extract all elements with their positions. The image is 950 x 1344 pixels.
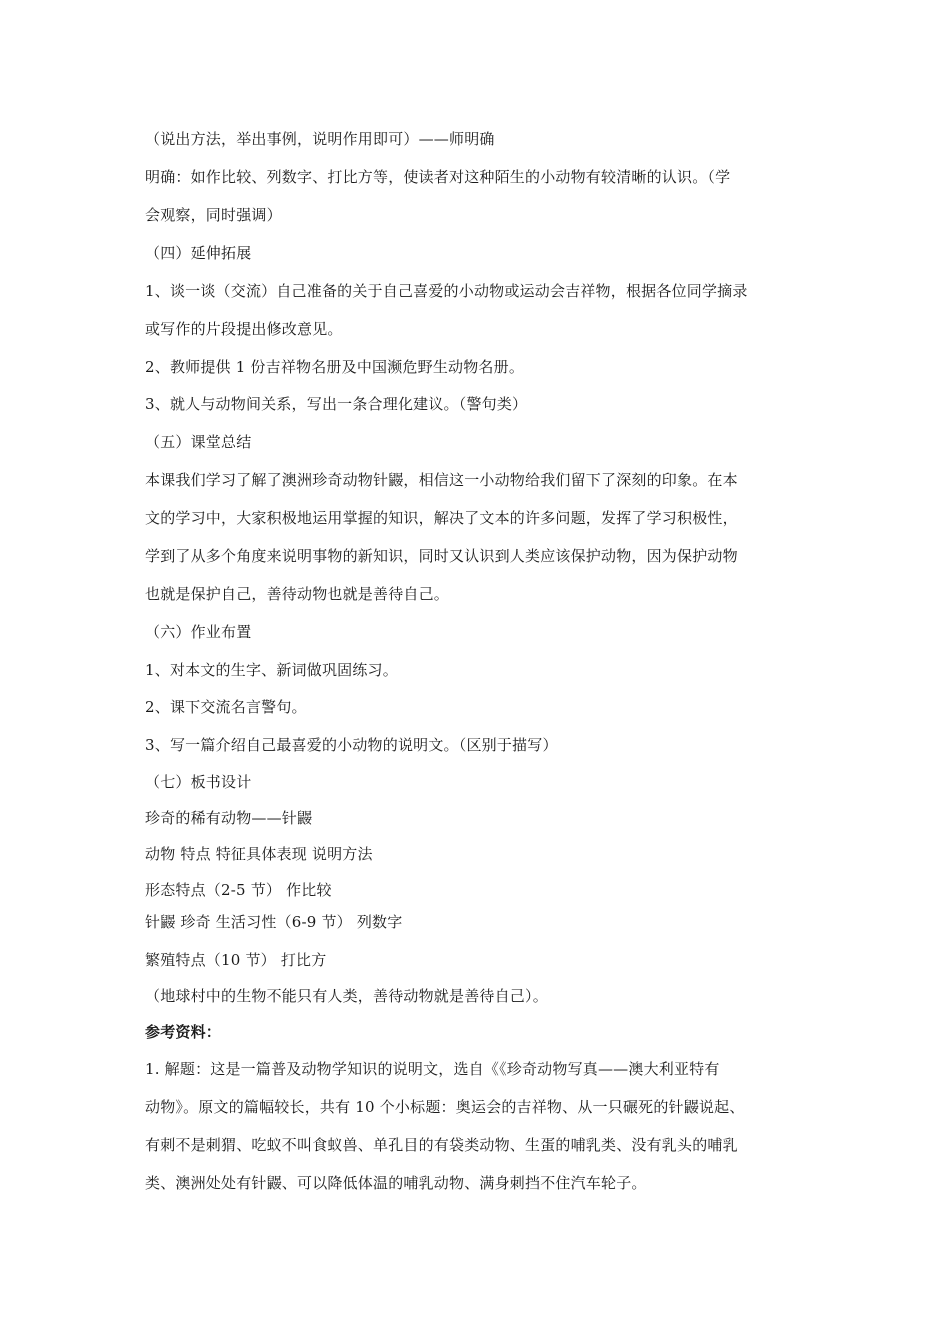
text-line: 明确：如作比较、列数字、打比方等，使读者对这种陌生的小动物有较清晰的认识。（学 [145,168,731,186]
references-heading: 参考资料： [145,1023,222,1041]
text-line: （说出方法，举出事例，说明作用即可）——师明确 [145,130,495,148]
text-line: 本课我们学习了解了澳洲珍奇动物针鼹，相信这一小动物给我们留下了深刻的印象。在本 [145,471,738,489]
text-line: 1、对本文的生字、新词做巩固练习。 [145,661,398,679]
text-line: 1、谈一谈（交流）自己准备的关于自己喜爱的小动物或运动会吉祥物，根据各位同学摘录 [145,282,748,300]
section-heading: （六）作业布置 [145,623,252,641]
text-line: 3、就人与动物间关系，写出一条合理化建议。（警句类） [145,395,528,413]
text-line: 2、教师提供 1 份吉祥物名册及中国濒危野生动物名册。 [145,358,525,376]
text-line: 学到了从多个角度来说明事物的新知识，同时又认识到人类应该保护动物，因为保护动物 [145,547,738,565]
board-line: 针鼹 珍奇 生活习性（6-9 节） 列数字 [145,913,403,931]
text-line: 会观察，同时强调） [145,206,282,224]
section-heading: （七）板书设计 [145,773,252,791]
board-line: 动物 特点 特征具体表现 说明方法 [145,845,373,863]
text-line: 或写作的片段提出修改意见。 [145,320,343,338]
section-heading: （五）课堂总结 [145,433,252,451]
board-line: 形态特点（2-5 节） 作比较 [145,881,332,899]
text-line: 动物》。原文的篇幅较长，共有 10 个小标题：奥运会的吉祥物、从一只碾死的针鼹说起、 [145,1098,745,1116]
text-line: 3、写一篇介绍自己最喜爱的小动物的说明文。（区别于描写） [145,736,558,754]
text-line: 文的学习中，大家积极地运用掌握的知识，解决了文本的许多问题，发挥了学习积极性， [145,509,738,527]
text-line: 类、澳洲处处有针鼹、可以降低体温的哺乳动物、满身刺挡不住汽车轮子。 [145,1174,647,1192]
board-title: 珍奇的稀有动物——针鼹 [145,809,313,827]
text-line: 2、课下交流名言警句。 [145,698,307,716]
text-line: 也就是保护自己，善待动物也就是善待自己。 [145,585,450,603]
text-line: 1. 解题：这是一篇普及动物学知识的说明文，选自《《珍奇动物写真——澳大利亚特有 [145,1060,720,1078]
board-summary: （地球村中的生物不能只有人类，善待动物就是善待自己）。 [145,987,548,1005]
board-line: 繁殖特点（10 节） 打比方 [145,951,327,969]
section-heading: （四）延伸拓展 [145,244,252,262]
text-line: 有刺不是刺猬、吃蚁不叫食蚁兽、单孔目的有袋类动物、生蛋的哺乳类、没有乳头的哺乳 [145,1136,738,1154]
